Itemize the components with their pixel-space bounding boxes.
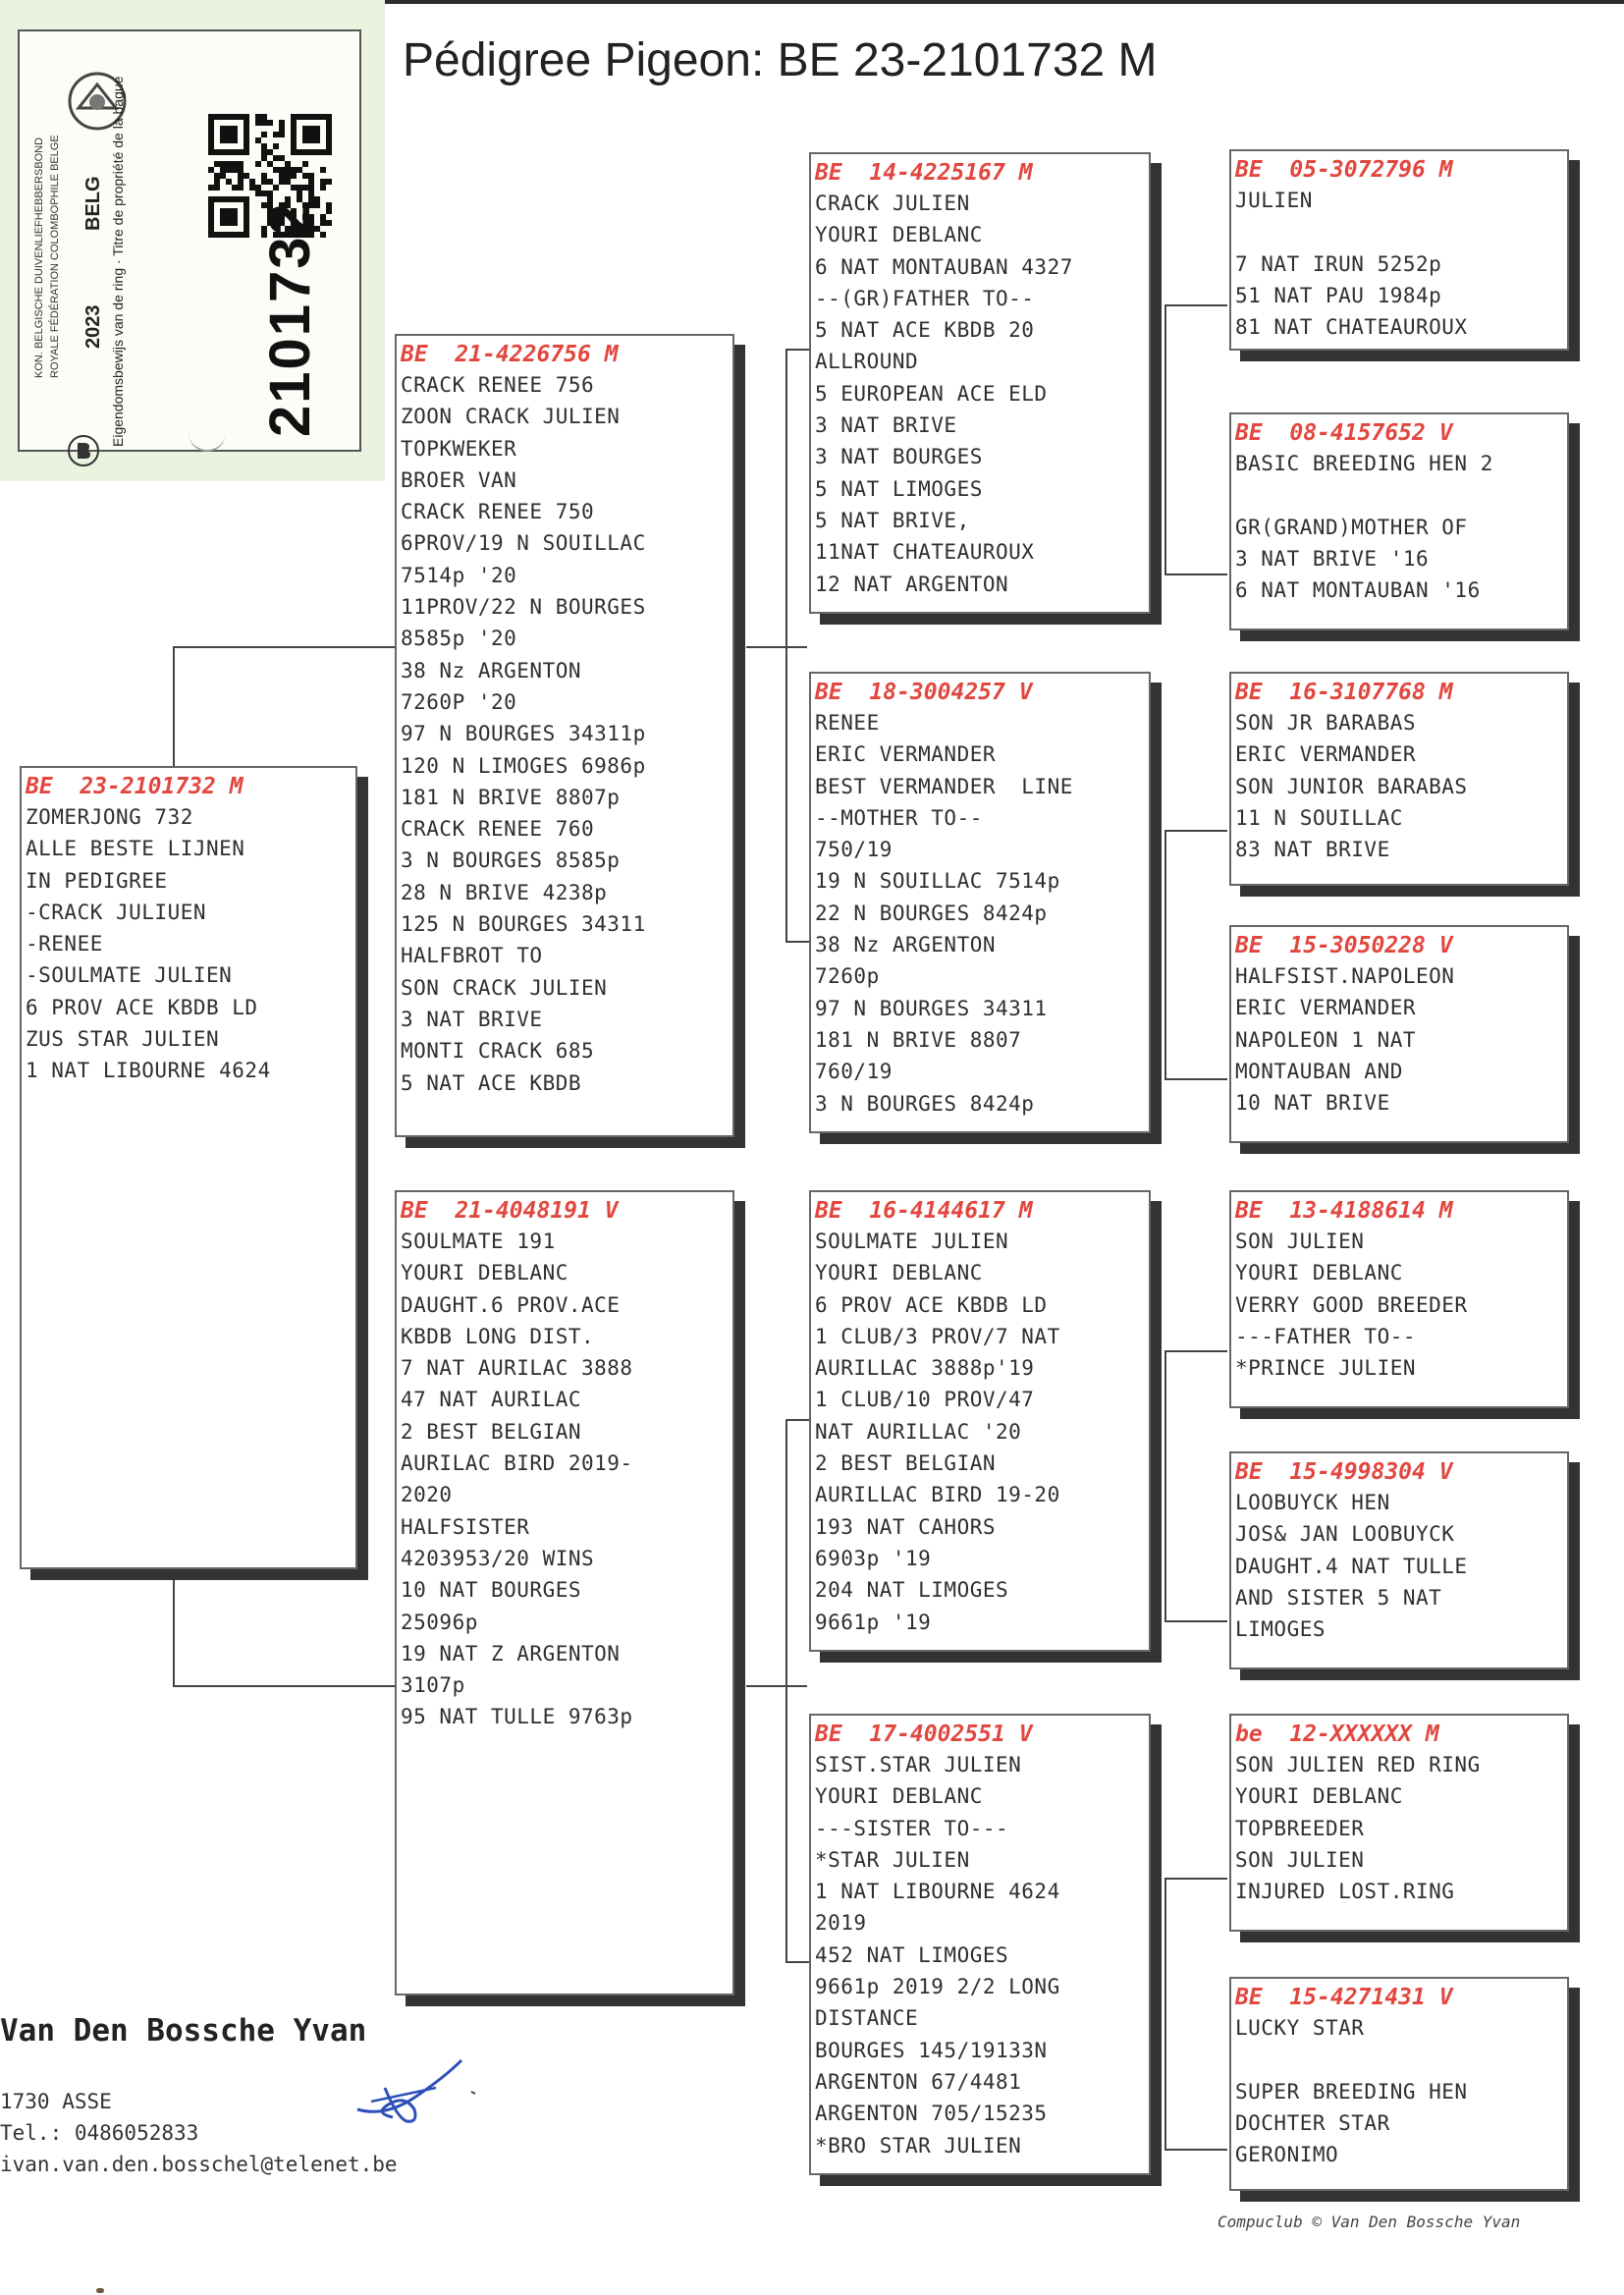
pigeon-detail-line: 11NAT CHATEAUROUX (815, 540, 1035, 565)
pigeon-detail-line: 81 NAT CHATEAUROUX (1235, 315, 1468, 340)
pigeon-detail-line: 97 N BOURGES 34311 (815, 996, 1048, 1020)
pigeon-detail-line: 6903p '19 (815, 1546, 932, 1570)
pigeon-ring-number: BE 13-4188614 M (1235, 1198, 1453, 1224)
pigeon-detail-line: YOURI DEBLANC (815, 223, 983, 247)
pigeon-detail-line: 193 NAT CAHORS (815, 1514, 997, 1539)
pigeon-card-fmm (1229, 925, 1569, 1143)
pigeon-detail-line: SOULMATE JULIEN (815, 1229, 1009, 1253)
pigeon-details (1231, 1749, 1567, 1907)
pigeon-detail-line: 2 BEST BELGIAN (401, 1419, 582, 1444)
pigeon-card-sire-dam (809, 672, 1151, 1133)
pigeon-ring-number: BE 17-4002551 V (815, 1721, 1033, 1747)
pigeon-detail-line: SON CRACK JULIEN (401, 975, 608, 1000)
pigeon-card-mfm (1229, 1451, 1569, 1669)
pigeon-detail-line: SON JR BARABAS (1235, 711, 1417, 735)
ring-card-country: BELG (82, 176, 104, 231)
pigeon-detail-line: 1 CLUB/10 PROV/47 (815, 1388, 1035, 1412)
pigeon-detail-line: 9661p '19 (815, 1610, 932, 1634)
pigeon-detail-line: ARGENTON 67/4481 (815, 2069, 1022, 2094)
pigeon-detail-line: HALFSIST.NAPOLEON (1235, 964, 1455, 988)
pigeon-detail-line: CRACK RENEE 750 (401, 500, 595, 524)
pigeon-detail-line: ALLE BESTE LIJNEN (26, 837, 245, 861)
pigeon-detail-line: SIST.STAR JULIEN (815, 1753, 1022, 1776)
pigeon-detail-line: KBDB LONG DIST. (401, 1324, 595, 1348)
connector-line (785, 1419, 809, 1421)
pigeon-detail-line: 1 NAT LIBOURNE 4624 (815, 1880, 1060, 1904)
pigeon-detail-line: 181 N BRIVE 8807 (815, 1027, 1022, 1052)
pigeon-detail-line: MONTAUBAN AND (1235, 1059, 1403, 1083)
pigeon-card-mother (395, 1190, 734, 1995)
pigeon-detail-line: AURILLAC 3888p'19 (815, 1356, 1035, 1381)
pigeon-detail-line: JOS& JAN LOOBUYCK (1235, 1522, 1455, 1547)
pigeon-detail-line: 6PROV/19 N SOUILLAC (401, 531, 646, 556)
pigeon-detail-line: LOOBUYCK HEN (1235, 1491, 1390, 1514)
pigeon-detail-line: CRACK RENEE 756 (401, 373, 595, 397)
pigeon-ring-number: BE 21-4048191 V (401, 1198, 619, 1224)
connector-line (746, 646, 807, 648)
pigeon-detail-line: 204 NAT LIMOGES (815, 1578, 1009, 1603)
pigeon-detail-line: 11 N SOUILLAC (1235, 805, 1403, 830)
pigeon-detail-line: AURILAC BIRD 2019- (401, 1451, 633, 1476)
pigeon-detail-line: 19 NAT Z ARGENTON (401, 1641, 621, 1666)
pigeon-card-mmm (1229, 1977, 1569, 2191)
pigeon-detail-line (1235, 2044, 1567, 2075)
pigeon-detail-line: DAUGHT.6 PROV.ACE (401, 1292, 621, 1317)
pigeon-detail-line: YOURI DEBLANC (401, 1261, 568, 1285)
pigeon-detail-line: 7514p '20 (401, 563, 517, 587)
pigeon-detail-line: 38 Nz ARGENTON (401, 658, 582, 683)
pigeon-ring-number: be 12-XXXXXX M (1235, 1721, 1439, 1747)
pigeon-detail-line: NAPOLEON 1 NAT (1235, 1027, 1417, 1052)
pigeon-detail-line: NAT AURILLAC '20 (815, 1419, 1022, 1444)
pigeon-detail-line: --MOTHER TO-- (815, 805, 983, 830)
pigeon-details (811, 1749, 1149, 2161)
pigeon-detail-line: JULIEN (1235, 189, 1313, 212)
pigeon-detail-line: 83 NAT BRIVE (1235, 838, 1390, 862)
pigeon-detail-line: BROER VAN (401, 467, 517, 492)
connector-line (785, 349, 809, 351)
pigeon-detail-line: RENEE (815, 711, 880, 735)
pigeon-detail-line: 95 NAT TULLE 9763p (401, 1705, 633, 1729)
pigeon-detail-line: 12 NAT ARGENTON (815, 572, 1009, 596)
pigeon-detail-line: DOCHTER STAR (1235, 2110, 1390, 2135)
pigeon-detail-line: ERIC VERMANDER (1235, 996, 1417, 1020)
pigeon-detail-line: 4203953/20 WINS (401, 1546, 595, 1570)
pigeon-details (811, 188, 1149, 600)
pigeon-detail-line: SOULMATE 191 (401, 1229, 556, 1253)
pigeon-detail-line: 5 NAT LIMOGES (815, 476, 983, 501)
pigeon-detail-line: YOURI DEBLANC (815, 1784, 983, 1809)
pigeon-detail-line: 5 NAT ACE KBDB 20 (815, 318, 1035, 343)
pigeon-detail-line: ---FATHER TO-- (1235, 1324, 1417, 1348)
connector-line (1164, 1620, 1227, 1622)
connector-line (173, 646, 175, 768)
pigeon-detail-line: 10 NAT BRIVE (1235, 1091, 1390, 1116)
pigeon-card-subject (20, 766, 357, 1569)
pigeon-details (811, 1226, 1149, 1638)
pigeon-card-fff (1229, 149, 1569, 351)
connector-line (1164, 304, 1166, 574)
card-notch (189, 424, 226, 452)
pigeon-detail-line: SON JULIEN (1235, 1847, 1365, 1872)
pigeon-card-dam-sire (809, 1190, 1151, 1652)
pigeon-detail-line: 97 N BOURGES 34311p (401, 722, 646, 746)
pigeon-detail-line: 28 N BRIVE 4238p (401, 880, 608, 904)
connector-line (1164, 2149, 1227, 2151)
pigeon-card-ffm (1229, 412, 1569, 630)
pigeon-detail-line: 6 NAT MONTAUBAN 4327 (815, 254, 1073, 279)
pigeon-details (1231, 1487, 1567, 1645)
connector-line (746, 1685, 807, 1687)
pigeon-details (397, 369, 732, 1099)
pigeon-details (1231, 707, 1567, 865)
pigeon-detail-line: MONTI CRACK 685 (401, 1039, 595, 1064)
pigeon-detail-line: 19 N SOUILLAC 7514p (815, 869, 1060, 894)
owner-phone: Tel.: 0486052833 (0, 2121, 199, 2145)
pigeon-detail-line: SON JUNIOR BARABAS (1235, 774, 1468, 798)
pigeon-card-fmf (1229, 672, 1569, 886)
pigeon-detail-line: 2020 (401, 1483, 453, 1507)
pigeon-detail-line: DAUGHT.4 NAT TULLE (1235, 1554, 1468, 1578)
pigeon-detail-line: VERRY GOOD BREEDER (1235, 1292, 1468, 1317)
ring-card-year: 2023 (82, 304, 104, 349)
owner-name: Van Den Bossche Yvan (0, 2013, 367, 2049)
pigeon-ring-number: BE 21-4226756 M (401, 342, 619, 367)
pigeon-detail-line: YOURI DEBLANC (1235, 1261, 1403, 1285)
pigeon-detail-line: 25096p (401, 1610, 478, 1634)
pigeon-detail-line: BEST VERMANDER LINE (815, 774, 1073, 798)
pigeon-detail-line: 3107p (401, 1673, 465, 1698)
ring-card-ownership: Eigendomsbewijs van de ring · Titre de propriété de la bague (110, 76, 126, 447)
pigeon-details (1231, 185, 1567, 343)
connector-line (785, 349, 787, 943)
pigeon-details (1231, 960, 1567, 1119)
pigeon-card-father (395, 334, 734, 1137)
owner-city: 1730 ASSE (0, 2090, 112, 2113)
pigeon-detail-line: GR(GRAND)MOTHER OF (1235, 515, 1468, 539)
footer-credit: Compuclub © Van Den Bossche Yvan (1218, 2213, 1521, 2231)
pigeon-detail-line: 6 PROV ACE KBDB LD (26, 995, 258, 1019)
pigeon-ring-number: BE 15-3050228 V (1235, 933, 1453, 958)
connector-line (1164, 1078, 1227, 1080)
pigeon-detail-line: LUCKY STAR (1235, 2016, 1365, 2040)
pigeon-detail-line: HALFBROT TO (401, 944, 543, 968)
connector-line (785, 941, 809, 943)
pigeon-detail-line: ZOON CRACK JULIEN (401, 405, 621, 429)
pigeon-detail-line: 3 NAT BOURGES (815, 445, 983, 469)
pigeon-detail-line: ZOMERJONG 732 (26, 805, 193, 829)
pigeon-detail-line: 9661p 2019 2/2 LONG (815, 1975, 1060, 1999)
pigeon-ring-number: BE 23-2101732 M (26, 774, 244, 799)
pigeon-detail-line: LIMOGES (1235, 1617, 1326, 1642)
pigeon-detail-line: 2019 (815, 1911, 867, 1936)
pigeon-detail-line: 7260p (815, 964, 880, 989)
pigeon-ring-number: BE 14-4225167 M (815, 160, 1033, 186)
connector-line (1164, 1350, 1227, 1352)
ring-card-federation-nl: KON. BELGISCHE DUIVENLIEFHEBBERSBOND (33, 137, 45, 378)
pigeon-detail-line: *BRO STAR JULIEN (815, 2133, 1022, 2158)
pigeon-detail-line: CRACK RENEE 760 (401, 817, 595, 842)
pigeon-detail-line: AND SISTER 5 NAT (1235, 1585, 1442, 1610)
connector-line (1164, 830, 1166, 1080)
pigeon-detail-line: *STAR JULIEN (815, 1847, 970, 1872)
pigeon-detail-line: ZUS STAR JULIEN (26, 1027, 220, 1052)
pigeon-detail-line: 760/19 (815, 1060, 893, 1084)
pigeon-detail-line: CRACK JULIEN (815, 191, 970, 215)
pigeon-detail-line: 120 N LIMOGES 6986p (401, 753, 646, 778)
pigeon-detail-line: 11PROV/22 N BOURGES (401, 595, 646, 620)
pigeon-details (811, 707, 1149, 1120)
pigeon-detail-line: 7260P '20 (401, 689, 517, 714)
pigeon-detail-line: 5 NAT ACE KBDB (401, 1070, 582, 1095)
pigeon-detail-line: 8585p '20 (401, 627, 517, 651)
pigeon-ring-number: BE 16-4144617 M (815, 1198, 1033, 1224)
pigeon-detail-line: ERIC VERMANDER (815, 742, 997, 767)
pigeon-detail-line: -CRACK JULIUEN (26, 900, 207, 924)
pigeon-detail-line: 3 NAT BRIVE '16 (1235, 546, 1430, 571)
pigeon-detail-line: 6 PROV ACE KBDB LD (815, 1292, 1048, 1317)
pigeon-detail-line: 452 NAT LIMOGES (815, 1942, 1009, 1967)
pigeon-detail-line: 1 NAT LIBOURNE 4624 (26, 1059, 271, 1083)
pigeon-detail-line: BASIC BREEDING HEN 2 (1235, 452, 1493, 475)
connector-line (173, 646, 395, 648)
pigeon-card-mff (1229, 1190, 1569, 1408)
pigeon-details (22, 801, 355, 1087)
connector-line (785, 1419, 787, 1963)
pigeon-details (1231, 1226, 1567, 1384)
pigeon-detail-line: INJURED LOST.RING (1235, 1880, 1455, 1904)
page-title: Pédigree Pigeon: BE 23-2101732 M (403, 34, 1158, 86)
pigeon-detail-line: YOURI DEBLANC (815, 1261, 983, 1285)
pigeon-ring-number: BE 15-4271431 V (1235, 1985, 1453, 2010)
pigeon-detail-line: SON JULIEN RED RING (1235, 1753, 1481, 1776)
pigeon-detail-line: 51 NAT PAU 1984p (1235, 283, 1442, 307)
ring-card-number: 2101732 (258, 201, 322, 437)
pigeon-detail-line: IN PEDIGREE (26, 868, 168, 893)
pigeon-card-dam-dam (809, 1714, 1151, 2175)
pigeon-detail-line: 5 NAT BRIVE, (815, 508, 970, 532)
pigeon-detail-line: 3 N BOURGES 8424p (815, 1091, 1035, 1116)
ring-card-federation-fr: ROYALE FÉDÉRATION COLOMBOPHILE BELGE (49, 135, 61, 378)
pigeon-detail-line: ERIC VERMANDER (1235, 742, 1417, 767)
pigeon-ring-number: BE 16-3107768 M (1235, 680, 1453, 705)
connector-line (173, 1685, 395, 1687)
pigeon-detail-line: ---SISTER TO--- (815, 1816, 1009, 1840)
pigeon-detail-line: TOPBREEDER (1235, 1816, 1365, 1840)
pigeon-detail-line: -SOULMATE JULIEN (26, 963, 233, 988)
pigeon-detail-line: 750/19 (815, 838, 893, 862)
pigeon-detail-line: 7 NAT IRUN 5252p (1235, 251, 1442, 276)
connector-line (1164, 574, 1227, 575)
connector-line (173, 1571, 175, 1687)
scan-speck (96, 2288, 104, 2293)
connector-line (1164, 304, 1227, 306)
pigeon-ring-number: BE 15-4998304 V (1235, 1459, 1453, 1485)
connector-line (785, 1961, 809, 1963)
pigeon-detail-line: 3 N BOURGES 8585p (401, 848, 621, 873)
connector-line (1164, 830, 1227, 832)
pigeon-ring-number: BE 05-3072796 M (1235, 157, 1453, 183)
owner-email[interactable]: ivan.van.den.bosschel@telenet.be (0, 2153, 398, 2176)
pigeon-detail-line: 125 N BOURGES 34311 (401, 912, 646, 937)
pigeon-ring-number: BE 18-3004257 V (815, 680, 1033, 705)
pigeon-detail-line: 5 EUROPEAN ACE ELD (815, 381, 1048, 406)
pigeon-detail-line: YOURI DEBLANC (1235, 1784, 1403, 1809)
pigeon-detail-line (1235, 216, 1567, 247)
pigeon-detail-line: 3 NAT BRIVE (815, 413, 957, 438)
pigeon-details (1231, 2012, 1567, 2170)
pigeon-detail-line: ALLROUND (815, 350, 919, 374)
pigeon-detail-line: 6 NAT MONTAUBAN '16 (1235, 578, 1481, 603)
pigeon-detail-line: SUPER BREEDING HEN (1235, 2079, 1468, 2104)
pigeon-card-sire-sire (809, 152, 1151, 614)
pigeon-detail-line: AURILLAC BIRD 19-20 (815, 1483, 1060, 1507)
pigeon-detail-line: -RENEE (26, 932, 103, 956)
connector-line (1164, 1350, 1166, 1622)
pigeon-detail-line: BOURGES 145/19133N (815, 2038, 1048, 2062)
pigeon-details (397, 1226, 732, 1733)
signature-icon (346, 2049, 483, 2137)
pigeon-detail-line: *PRINCE JULIEN (1235, 1356, 1417, 1381)
pigeon-detail-line: 10 NAT BOURGES (401, 1578, 582, 1603)
pigeon-detail-line: ARGENTON 705/15235 (815, 2102, 1048, 2126)
pigeon-detail-line: 181 N BRIVE 8807p (401, 785, 621, 809)
pigeon-detail-line: SON JULIEN (1235, 1229, 1365, 1253)
pigeon-details (1231, 448, 1567, 606)
pigeon-card-mmf (1229, 1714, 1569, 1932)
pigeon-detail-line: 2 BEST BELGIAN (815, 1451, 997, 1476)
b-badge-icon (67, 434, 100, 467)
pigeon-detail-line (1235, 479, 1567, 511)
pigeon-detail-line: 22 N BOURGES 8424p (815, 901, 1048, 925)
pigeon-detail-line: --(GR)FATHER TO-- (815, 286, 1035, 310)
pigeon-detail-line: 3 NAT BRIVE (401, 1007, 543, 1031)
pigeon-detail-line: 47 NAT AURILAC (401, 1388, 582, 1412)
connector-line (1164, 1878, 1166, 2151)
pigeon-ring-number: BE 08-4157652 V (1235, 420, 1453, 446)
pigeon-detail-line: 7 NAT AURILAC 3888 (401, 1356, 633, 1381)
pigeon-detail-line: HALFSISTER (401, 1514, 530, 1539)
connector-line (1164, 1878, 1227, 1880)
pigeon-detail-line: 1 CLUB/3 PROV/7 NAT (815, 1324, 1060, 1348)
pigeon-detail-line: DISTANCE (815, 2006, 919, 2031)
pigeon-detail-line: TOPKWEKER (401, 436, 517, 461)
pigeon-detail-line: GERONIMO (1235, 2143, 1339, 2167)
pigeon-detail-line: 38 Nz ARGENTON (815, 933, 997, 957)
